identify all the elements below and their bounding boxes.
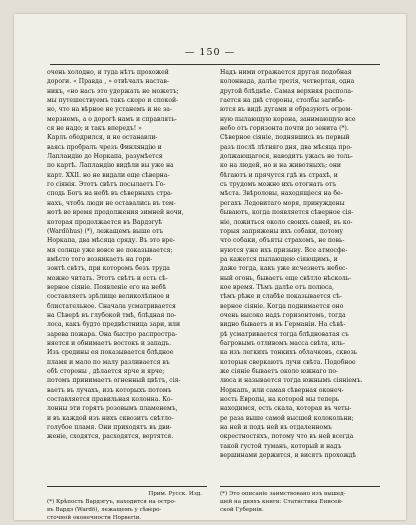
text-line: же сіяніе бываетъ около южнаго по- <box>220 368 339 375</box>
footnote-signature: Прим. Русск. Изд. <box>148 491 202 497</box>
text-line: ре раза выше самой высшей колокольни; <box>220 414 354 422</box>
footnote-left <box>47 490 210 522</box>
text-line: Норкапъ, или самая сѣверная оконеч- <box>220 386 344 394</box>
text-line: мерзнемъ, а о дорогѣ намъ и справлять- <box>47 115 177 123</box>
text-line: кое время. Тѣмъ далѣе отъ полюса, <box>220 283 334 291</box>
text-line: нахъ, чтобъ люди не оставались въ тем- <box>47 199 176 207</box>
text-line: вершинами держится, и висятъ прохождѣ <box>220 452 357 460</box>
text-line: обѣ стороны , дѣлается ярче и ярче; <box>47 368 165 375</box>
text-line: зарева пожара. Она быстро распростра- <box>47 330 178 338</box>
text-line: нотѣ во время продолжения зимней ночи, <box>47 209 184 217</box>
text-line: мѣста. Звѣроловы, находящіеся на бе- <box>220 190 343 198</box>
text-line: колоннада, далѣе третія, четвертая, одна <box>220 78 355 86</box>
footnote-line: шей на дняхъ книги: Статистика Енисей- <box>220 499 344 506</box>
text-line: мя солнце уже вовсе не показывается; <box>47 246 173 254</box>
text-line: Карлъ ободрился, и не останавли- <box>47 134 158 142</box>
text-line: потомъ принимаетъ огненный цвѣтъ, сія- <box>47 377 181 385</box>
text-line: Норкапа, два мѣсяца сряду. Въ это вре- <box>47 237 175 245</box>
text-line: нуются уже ихъ призыву. Все атмосфе- <box>220 246 348 254</box>
text-line: голубое пламя. Они приходятъ въ дви- <box>47 424 172 432</box>
text-line: окрестностяхъ, потому что въ ней всегда <box>220 433 354 441</box>
footnote-line: (*) Крѣпость Вардэгуъ, находится на остро- <box>47 499 176 506</box>
text-line: торыя запряжены ихъ собаки, потому <box>220 227 343 235</box>
text-line: ваясь пробралъ чрезъ Финляндію и <box>47 143 162 151</box>
text-line: багровымъ отливомъ масса свѣта, иль- <box>220 339 345 347</box>
text-line: ваетъ въ лучахъ, изъ которыхъ потомъ <box>47 386 172 394</box>
text-line: лонны эти горятъ розовымъ пламенемъ, <box>47 405 178 413</box>
left-column <box>47 68 210 442</box>
text-line: бываютъ, когда появляется сѣверное сія- <box>220 209 354 217</box>
right-column <box>220 68 383 460</box>
text-line: Надъ ними отражается другая подобная <box>220 69 352 76</box>
footnote-line: въ Вардэ (Wardö), лежащемъ у сѣверо- <box>47 507 162 514</box>
text-line: верное сіяніе. Когда поднимается оно <box>220 302 344 310</box>
text-line: Изъ средины ея показывается блѣдное <box>47 349 174 357</box>
text-line: разъ послѣ лѣтняго дня, два мѣсяца про- <box>220 143 353 151</box>
text-line: составляетъ зрѣлище великолѣпное и <box>47 293 170 301</box>
text-line: ную пылающую корона, занимающую все <box>220 115 356 123</box>
text-line: карт. XXII. но не видали еще сѣверна- <box>47 171 170 179</box>
text-line: рѣ усматривается тогда блѣдноватая съ <box>220 330 349 338</box>
text-line: и въ каждой изъ нихъ сквозитъ свѣтло- <box>47 414 174 422</box>
text-line: на ней и подъ ней въ отдаленномъ <box>220 424 332 432</box>
text-line: которая продолжается въ Вардэгуѣ <box>47 218 163 226</box>
text-line: ются въ видѣ дугами и образуютъ огром- <box>220 106 353 114</box>
footnote-rule-right <box>220 486 380 487</box>
footnote-line: сточной оконечности Норвегіи. <box>47 515 142 522</box>
text-line: сподь Богъ на небѣ въ сѣверныхъ стра- <box>47 190 173 198</box>
text-line: такой густой туманъ, который и надъ <box>220 442 342 450</box>
text-line: бѣгаютъ и прячутся гдѣ въ страхѣ, и <box>220 171 338 179</box>
text-line: ніе, ложиться около своихъ саней, въ ко- <box>220 218 353 226</box>
text-line: (Wardöhus) (*), лежащемъ выше отъ <box>47 227 164 235</box>
text-line: блистательное. Сначала усматривается <box>47 302 176 310</box>
text-line: съ трудомъ можно ихъ отогнать отъ <box>220 181 337 189</box>
page-number: — 150 — <box>184 47 236 58</box>
text-line: которыя сверкаютъ лучи свѣта. Подобное <box>220 358 356 366</box>
text-line: няется и обнимаетъ востокъ и западъ. <box>47 339 172 347</box>
text-line: гается на двѣ стороны, столбы загиба- <box>220 97 345 105</box>
footnote-line: ской Губерніи. <box>220 507 264 514</box>
text-line: видно бываетъ и въ Германіи. На сѣвѣ- <box>220 321 346 329</box>
text-line: женіе, сходятся, расходятся, вертятся. <box>47 433 174 441</box>
text-line: ный огонь, бываетъ еще свѣтло нѣсколь- <box>220 274 352 282</box>
text-line: ся не надо; и такъ впередъ! » <box>47 125 142 133</box>
text-line: даже тогда, какъ уже исчезнетъ небес- <box>220 265 348 273</box>
text-line: очень холодно, и тудa нѣтъ прохожей <box>47 69 169 76</box>
text-line: тѣмъ рѣже и слабѣе показывается сѣ- <box>220 293 342 301</box>
footnote-right <box>220 490 383 514</box>
text-line: верное сіяніе. Появленіе его на небѣ <box>47 283 167 291</box>
text-line: что собаки, объяты страхомъ, не повь- <box>220 237 345 245</box>
text-line: на Сѣверѣ въ глубокой тмѣ, блѣдная по- <box>47 311 177 319</box>
text-line: ность Европы, на которой мы теперь <box>220 396 340 404</box>
text-line: никъ, «но насъ это удержать не можетъ; <box>47 87 179 95</box>
text-line: Сѣверное сіяніе, поднявшись въ первый <box>220 134 350 142</box>
text-line: но, что на вѣрное не устанемъ и не за- <box>47 106 172 114</box>
text-line: вмѣсто того возникаетъ на гори- <box>47 255 153 263</box>
book-page <box>14 14 406 520</box>
text-line: по картѣ. Лапландію видѣли вы уже на <box>47 162 174 170</box>
footnote-line: (*) Это описаніе заимствовано изъ вышед- <box>220 491 346 497</box>
text-line: ко на людей, но и на животныхъ; они <box>220 162 341 170</box>
text-line: ра кажется пылающею сіяющимъ, и <box>220 255 338 263</box>
text-line: зонтѣ свѣтъ, при которомъ безъ труда <box>47 265 170 273</box>
text-line: ка изъ легкихъ тонкихъ облачковъ, сквозь <box>220 349 358 357</box>
text-line: можно читать. Этотъ свѣтъ и есть сѣ- <box>47 274 168 282</box>
text-line: Лапландію до Норкапа, разумѣется <box>47 153 163 161</box>
header-rule <box>50 64 380 65</box>
text-line: составляется правильная колонна. Ко- <box>47 396 173 404</box>
text-line: люса и называется тогда южнымъ сіяніемъ. <box>220 377 363 385</box>
text-line: другой блѣднѣе. Самая верхняя распола- <box>220 87 354 95</box>
text-line: го сіянія. Этотъ свѣтъ посылаетъ Го- <box>47 181 166 189</box>
text-line: находимся, есть скала, которая въ четы- <box>220 405 352 413</box>
text-line: должающагося, наводитъ ужасъ не толь- <box>220 153 353 161</box>
text-line: очень высоко надъ горизонтомъ, тогда <box>220 311 346 319</box>
text-line: небо отъ горизонта почти до зенита (*). <box>220 125 349 133</box>
text-line: мы путешествуемъ такъ скоро и спокой- <box>47 97 179 105</box>
text-line: дороги. « Правда , » отвѣчалъ настав- <box>47 78 170 86</box>
text-line: лоса, какъ будто предвѣстница зари, или <box>47 321 181 329</box>
text-line: регахъ Ледовитаго моря, принуждены <box>220 199 345 207</box>
text-line: пламя и мало по малу разливается въ <box>47 358 170 366</box>
footnote-rule-left <box>47 486 207 487</box>
